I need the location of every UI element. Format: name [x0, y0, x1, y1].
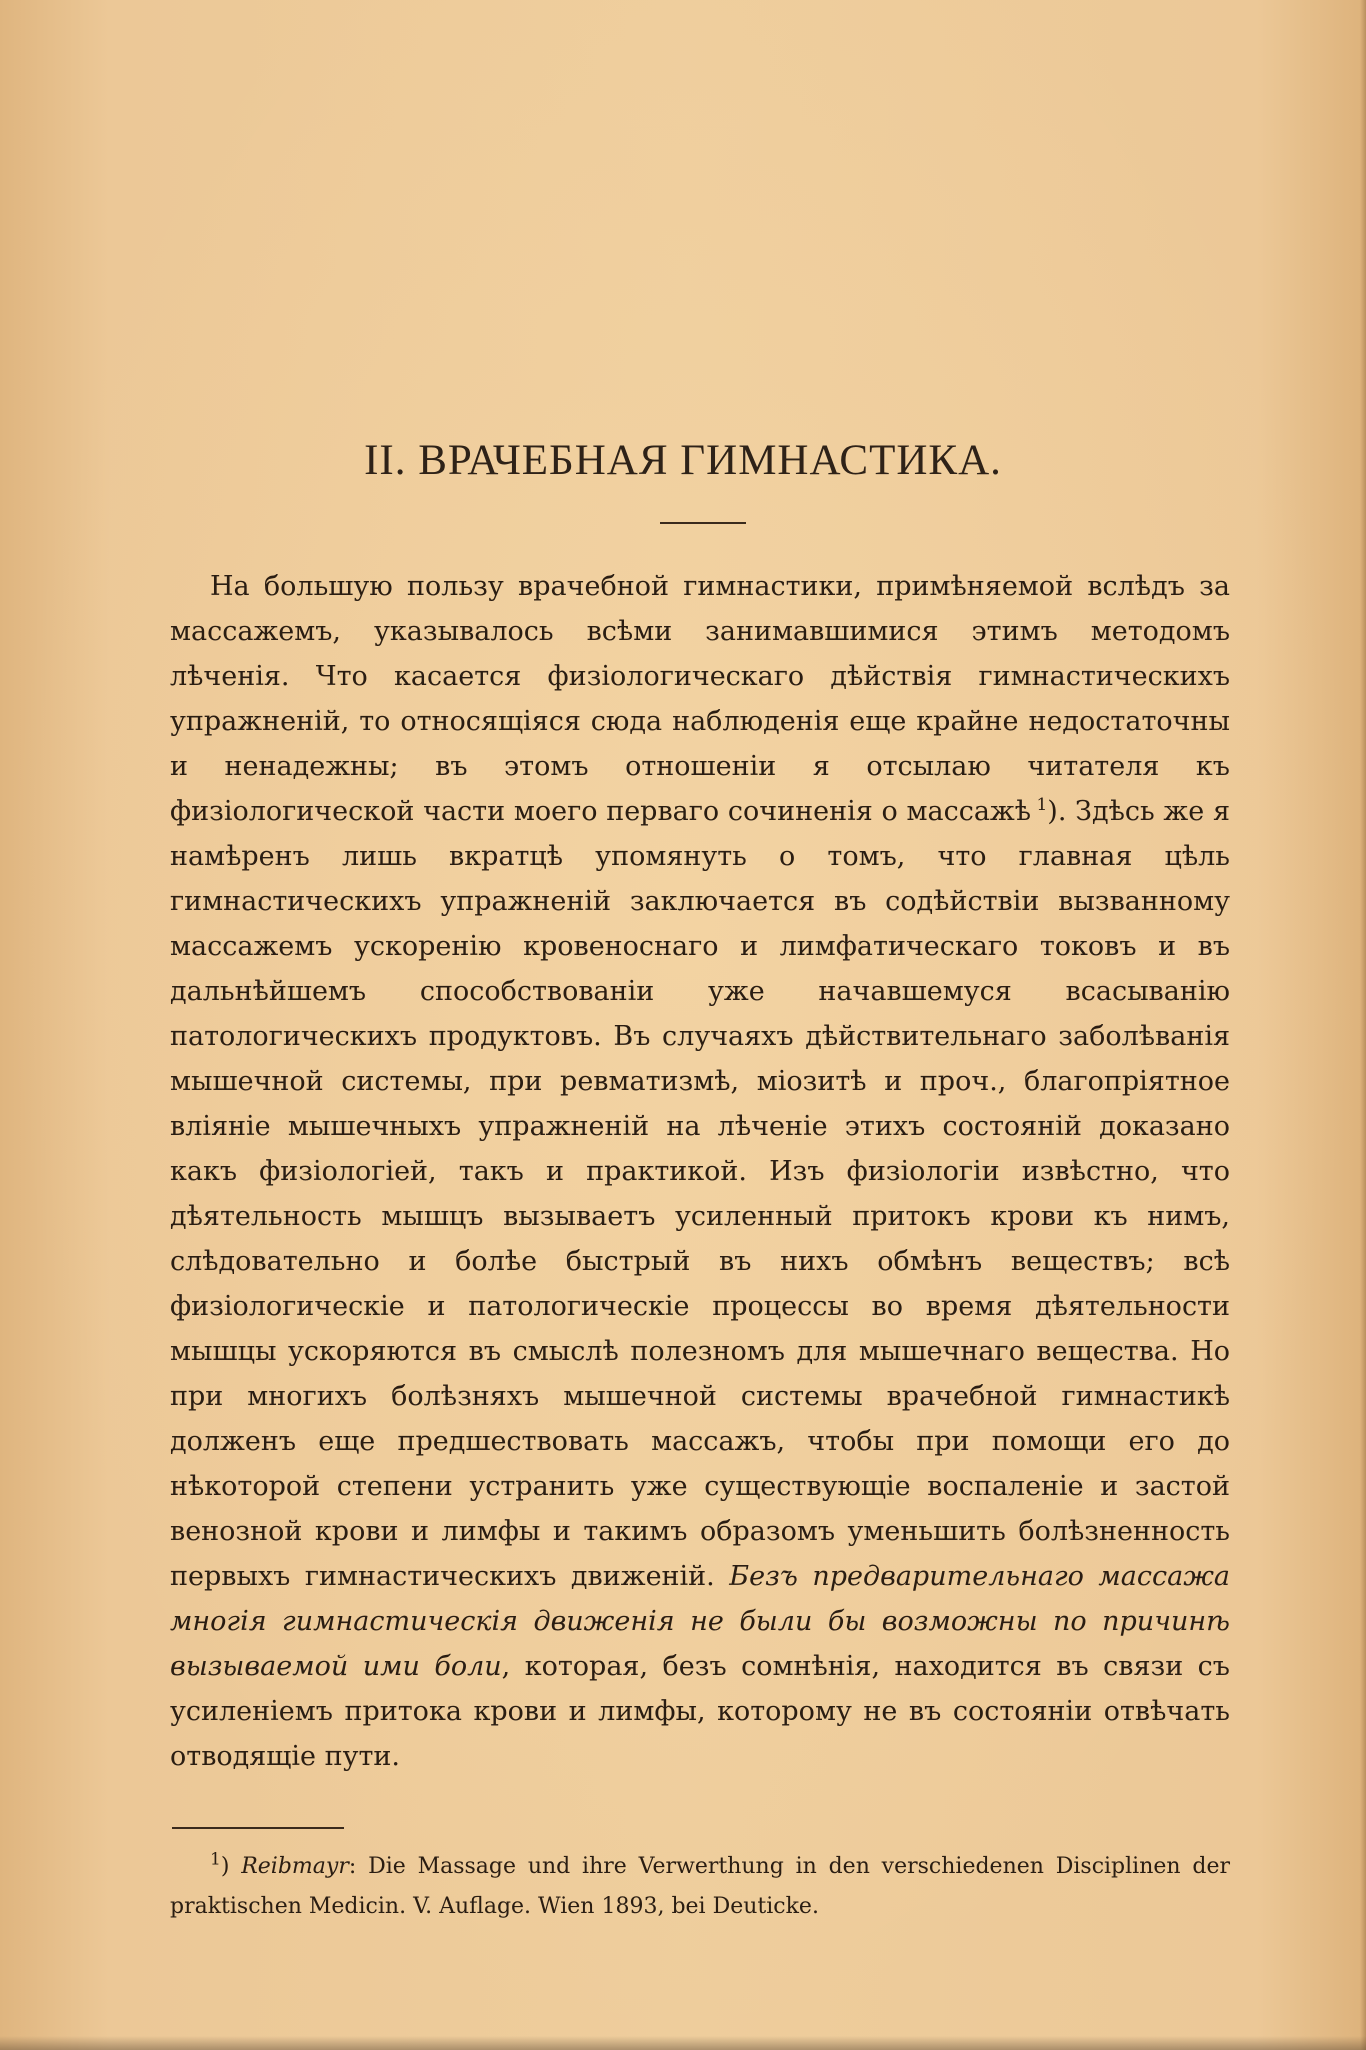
footnote-reference[interactable]: 1 [1036, 795, 1048, 815]
page-bottom-shadow [0, 2036, 1366, 2050]
chapter-title: II. ВРАЧЕБНАЯ ГИМНАСТИКА. [364, 437, 1002, 484]
body-text-part-1: На большую пользу врачебной гимнастики, примѣняемой вслѣдъ за массажемъ, указывалось всѣми занимавшимися этимъ методомъ лѣченія. Что касается физіологическаго дѣйствія гимнастическихъ упражненій, то относящіяся сюда наблюденія еще крайне недостаточны и ненадежны; въ этомъ отношеніи я отсылаю читателя къ физіологической части моего перваго сочиненія о массажѣ [170, 571, 1230, 827]
footnote: $^1$) Reibmayr: Die Massage und ihre Verwerthung in den verschiedenen Disciplinen der praktischen Medicin. V. Auflage. Wien 1893, bei Deuticke. [170, 1849, 1230, 1919]
footnote-divider [172, 1827, 344, 1829]
body-paragraph [170, 564, 1230, 1779]
footnote-author: Reibmayr [241, 1854, 349, 1879]
body-text-part-3: , которая, безъ сомнѣнія, находится въ связи съ усиленіемъ притока крови и лимфы, которому не въ состояніи отвѣчать отводящіе пути. [170, 1651, 1230, 1772]
footnote-marker: 1 [210, 1849, 221, 1870]
footnote-text: : Die Massage und ihre Verwerthung in den verschiedenen Disciplinen der praktischen Medicin. V. Auflage. Wien 1893, bei Deuticke. [170, 1854, 1230, 1919]
page-edge-shadow [1360, 0, 1366, 2050]
title-divider [660, 522, 746, 524]
body-italic-text: Безъ предварительнаго массажа многія гимнастическія движенія не были бы возможны по причинѣ вызываемой ими боли [170, 1561, 1230, 1682]
body-text-part-2: ). Здѣсь же я намѣренъ лишь вкратцѣ упомянуть о томъ, что главная цѣль гимнастическихъ упражненій заключается въ содѣйствіи вызванному массажемъ ускоренію кровеноснаго и лимфатическаго токовъ и въ дальнѣйшемъ способствованіи уже начавшемуся всасыванію патологическихъ продуктовъ. Въ случаяхъ дѣйствительнаго заболѣванія мышечной системы, при ревматизмѣ, міозитѣ и проч., благопріятное вліяніе мышечныхъ упражненій на лѣченіе этихъ состояній доказано какъ физіологіей, такъ и практикой. Изъ физіологіи извѣстно, что дѣятельность мышцъ вызываетъ усиленный притокъ крови къ нимъ, слѣдовательно и болѣе быстрый въ нихъ обмѣнъ веществъ; всѣ физіологическіе и патологическіе процессы во время дѣятельности мышцы ускоряются въ смыслѣ полезномъ для мышечнаго вещества. Но при многихъ болѣзняхъ мышечной системы врачебной гимнастикѣ долженъ еще предшествовать массажъ, чтобы при помощи его до нѣкоторой степени устранить уже существующіе воспаленіе и застой венозной крови и лимфы и такимъ образомъ уменьшить болѣзненность первыхъ гимнастическихъ движеній. [170, 796, 1230, 1592]
